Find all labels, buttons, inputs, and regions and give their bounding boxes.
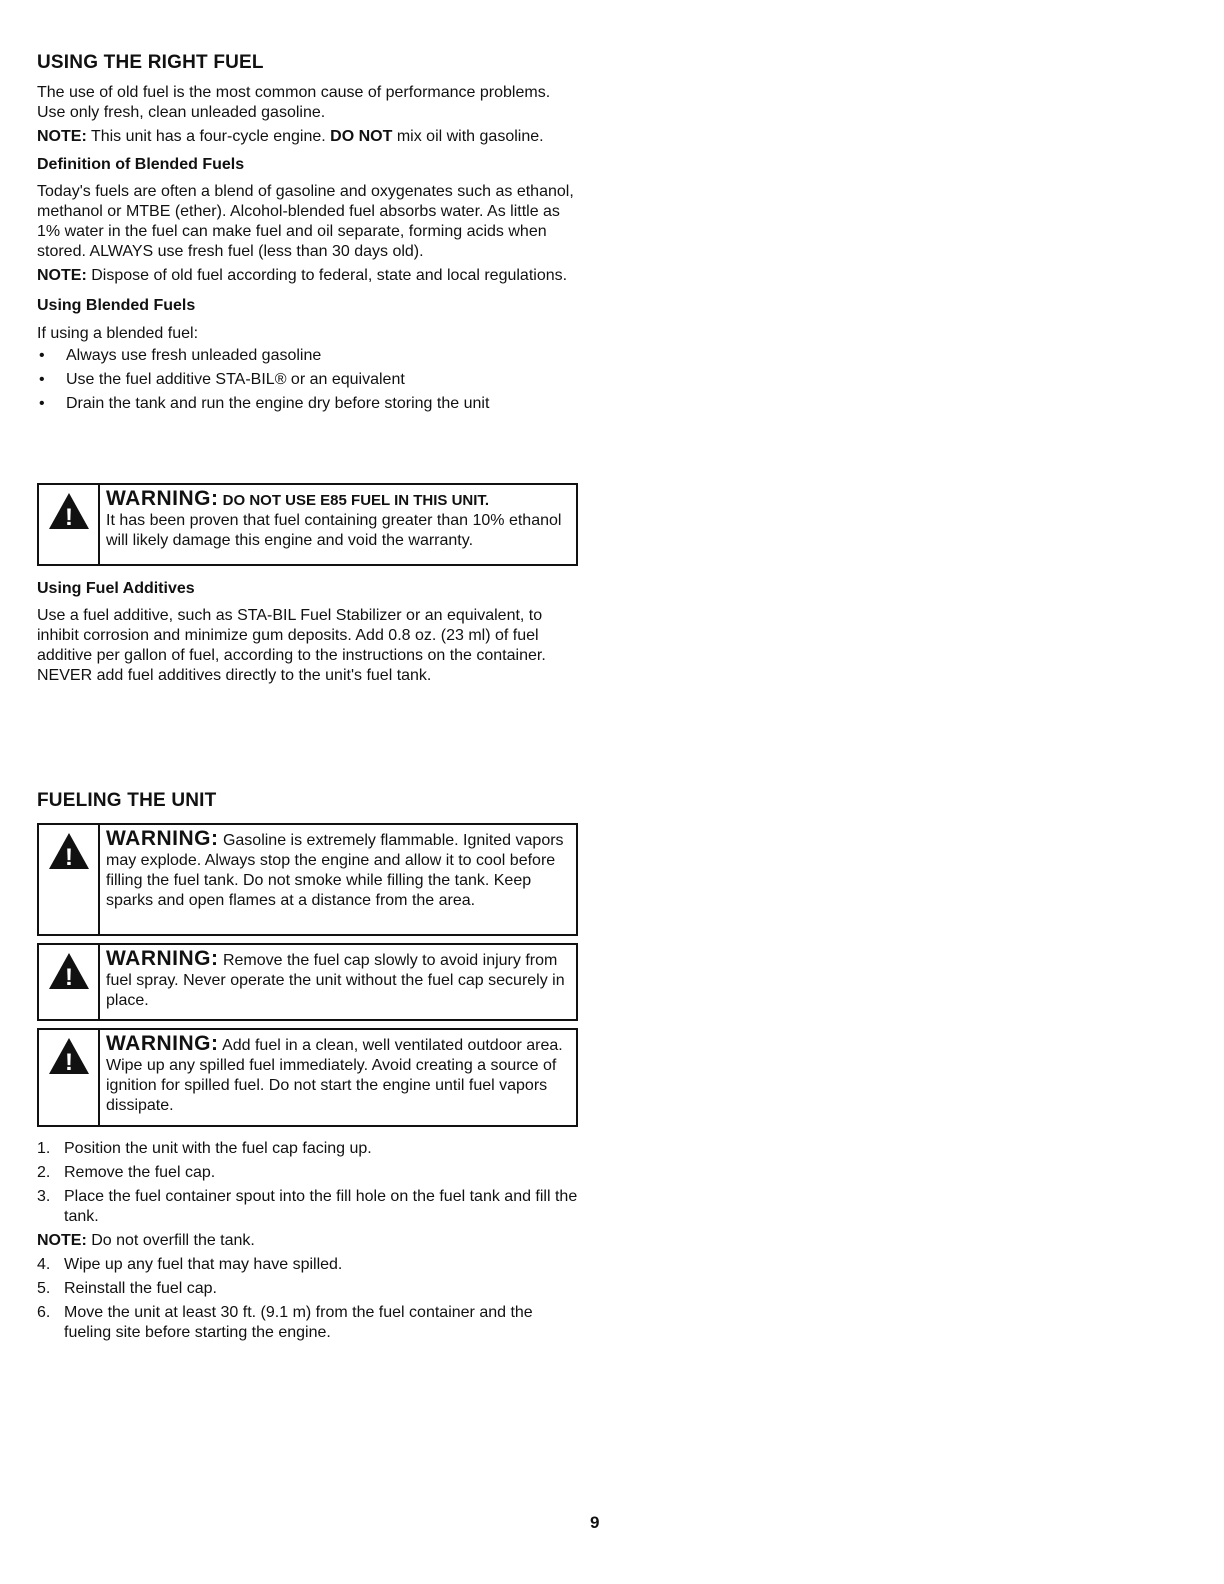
svg-text:!: ! xyxy=(64,964,73,991)
list-item: 2. Remove the fuel cap. xyxy=(37,1164,216,1181)
intro-paragraph: The use of old fuel is the most common cause of performance problems. Use only fresh, clean unleaded gasoline. xyxy=(37,84,551,121)
warning-icon-cell xyxy=(39,825,100,934)
warning-text: WARNING: Remove the fuel cap slowly to avoid injury from fuel spray. Never operate the unit without the fuel cap securely in place. xyxy=(106,947,565,1009)
steps-list-a xyxy=(37,1139,582,1227)
warning-icon-cell xyxy=(39,1030,100,1125)
list-item: • Always use fresh unleaded gasoline xyxy=(39,347,322,364)
warning-text: WARNING: Gasoline is extremely flammable. Ignited vapors may explode. Always stop the engine and allow it to cool before filling the fuel tank. Do not smoke while filling the tank. Keep sparks and open flames at a distance from the area. xyxy=(106,827,564,909)
warning-box-ventilated xyxy=(37,1028,578,1127)
note-dispose: NOTE: Dispose of old fuel according to federal, state and local regulations. xyxy=(37,267,568,284)
fueling-steps xyxy=(37,1139,582,1347)
section-fueling-unit xyxy=(37,790,582,812)
list-item: • Drain the tank and run the engine dry before storing the unit xyxy=(39,395,490,412)
blended-definition-heading: Definition of Blended Fuels xyxy=(37,156,245,173)
warning-icon-cell xyxy=(39,945,100,1019)
section-title: USING THE RIGHT FUEL xyxy=(37,52,264,73)
warning-box-e85 xyxy=(37,483,578,566)
using-blended-heading: Using Blended Fuels xyxy=(37,297,196,314)
warning-label: WARNING: xyxy=(106,827,219,850)
warning-label: WARNING: xyxy=(106,947,219,970)
warning-triangle-icon xyxy=(47,491,91,531)
list-item: 1. Position the unit with the fuel cap facing up. xyxy=(37,1140,372,1157)
warning-text: WARNING: DO NOT USE E85 FUEL IN THIS UNIT. It has been proven that fuel containing greater than 10% ethanol will likely damage this engine and void the warranty. xyxy=(106,487,562,549)
svg-text:!: ! xyxy=(64,844,73,871)
list-item: 4. Wipe up any fuel that may have spilled. xyxy=(37,1256,343,1273)
warning-box-flammable xyxy=(37,823,578,936)
fuel-additives-text: Use a fuel additive, such as STA-BIL Fuel Stabilizer or an equivalent, to inhibit corrosion and minimize gum deposits. Add 0.8 oz. (23 ml) of fuel additive per gallon of fuel, according to the instructions on the container. NEVER add fuel additives directly to the unit's fuel tank. xyxy=(37,607,546,684)
list-item: 6. Move the unit at least 30 ft. (9.1 m) from the fuel container and the fueling site before starting the engine. xyxy=(37,1304,533,1341)
list-item: 3. Place the fuel container spout into the fill hole on the fuel tank and fill the tank. xyxy=(37,1188,578,1225)
svg-text:!: ! xyxy=(64,504,73,531)
warning-triangle-icon xyxy=(47,951,91,991)
blended-fuel-bullets xyxy=(37,344,582,416)
warning-icon-cell xyxy=(39,485,100,564)
note-overfill: NOTE: Do not overfill the tank. xyxy=(37,1232,255,1249)
list-item: • Use the fuel additive STA-BIL® or an equivalent xyxy=(39,371,405,388)
note-four-cycle: NOTE: This unit has a four-cycle engine. DO NOT mix oil with gasoline. xyxy=(37,128,544,145)
steps-list-b xyxy=(37,1255,582,1343)
svg-text:!: ! xyxy=(64,1049,73,1076)
note-label: NOTE: xyxy=(37,128,87,145)
page-number: 9 xyxy=(590,1513,600,1532)
list-item: 5. Reinstall the fuel cap. xyxy=(37,1280,217,1297)
warning-label: WARNING: xyxy=(106,487,219,510)
section-fuel-additives xyxy=(37,580,582,686)
warning-label: WARNING: xyxy=(106,1032,219,1055)
warning-triangle-icon xyxy=(47,831,91,871)
section-using-right-fuel xyxy=(37,52,582,416)
blended-definition-text: Today's fuels are often a blend of gasoline and oxygenates such as ethanol, methanol or MTBE (ether). Alcohol-blended fuel absorbs water. As little as 1% water in the fuel can make fuel and oil separate, forming acids when stored. ALWAYS use fresh fuel (less than 30 days old). xyxy=(37,183,574,260)
fuel-additives-heading: Using Fuel Additives xyxy=(37,580,195,597)
warning-text: WARNING: Add fuel in a clean, well ventilated outdoor area. Wipe up any spilled fuel immediately. Avoid creating a source of ignition for spilled fuel. Do not start the engine until fuel vapors dissipate. xyxy=(106,1032,563,1114)
using-blended-intro: If using a blended fuel: xyxy=(37,325,199,342)
section-title: FUELING THE UNIT xyxy=(37,790,217,811)
warning-box-fuel-cap xyxy=(37,943,578,1021)
warning-triangle-icon xyxy=(47,1036,91,1076)
